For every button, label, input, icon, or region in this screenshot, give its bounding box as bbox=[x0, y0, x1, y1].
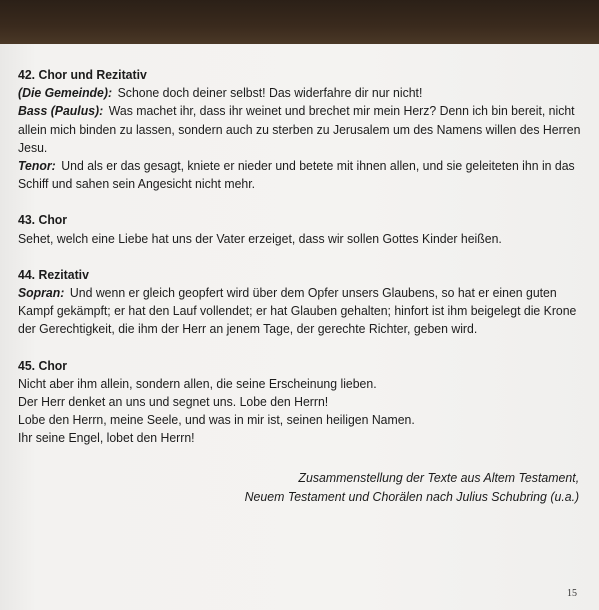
libretto-part bbox=[18, 102, 585, 157]
libretto-text bbox=[18, 66, 585, 466]
section-42 bbox=[18, 66, 585, 193]
text-line: Lobe den Herrn, meine Seele, und was in mir ist, seinen heiligen Namen. bbox=[18, 412, 415, 428]
part-text: Und wenn er gleich geopfert wird über dem Opfer unsers Glaubens, so hat er einen guten Kampf gekämpft; er hat den Lauf vollendet; er hat Glauben gehalten; hinfort ist ihm beigelegt die Krone der Gerechtigkeit, die ihm der Herr an jenem Tage, der gerechte Richter, geben wird. bbox=[18, 285, 577, 337]
libretto-part bbox=[18, 284, 585, 339]
text-line: Sehet, welch eine Liebe hat uns der Vater erzeiget, dass wir sollen Gottes Kinder heißen. bbox=[18, 230, 502, 246]
singer-role: Bass (Paulus): bbox=[18, 103, 104, 119]
section-heading: 42. Chor und Rezitativ bbox=[18, 67, 147, 82]
libretto-part bbox=[18, 157, 585, 193]
credit-line: Neuem Testament und Chorälen nach Julius Schubring (u.a.) bbox=[244, 489, 579, 504]
libretto-part bbox=[18, 84, 585, 102]
section-heading: 43. Chor bbox=[18, 212, 68, 228]
text-source-credit bbox=[244, 468, 579, 506]
part-text: Und als er das gesagt, kniete er nieder und betete mit ihnen allen, und sie geleiteten ihn in das Schiff und sahen sein Angesicht nicht mehr. bbox=[18, 158, 575, 192]
section-heading: 44. Rezitativ bbox=[18, 266, 89, 282]
text-line: Ihr seine Engel, lobet den Herrn! bbox=[18, 430, 195, 446]
section-45 bbox=[18, 357, 585, 448]
singer-role: Sopran: bbox=[18, 285, 65, 301]
part-text: Was machet ihr, dass ihr weinet und brechet mir mein Herz? Denn ich bin bereit, nicht allein mich binden zu lassen, sondern auch zu sterben zu Jerusalem um des Namens willen des Herren Jesu. bbox=[18, 103, 581, 155]
section-43 bbox=[18, 211, 585, 247]
singer-role: Tenor: bbox=[18, 158, 56, 174]
credit-line: Zusammenstellung der Texte aus Altem Testament, bbox=[298, 470, 579, 485]
part-text: Schone doch deiner selbst! Das widerfahre dir nur nicht! bbox=[117, 85, 423, 101]
section-44 bbox=[18, 266, 585, 339]
booklet-top-band bbox=[0, 0, 599, 44]
section-heading: 45. Chor bbox=[18, 357, 68, 373]
text-line: Nicht aber ihm allein, sondern allen, die seine Erscheinung lieben. bbox=[18, 375, 377, 391]
page-number: 15 bbox=[567, 588, 577, 599]
singer-role: (Die Gemeinde): bbox=[18, 85, 113, 101]
text-line: Der Herr denket an uns und segnet uns. Lobe den Herrn! bbox=[18, 394, 329, 410]
